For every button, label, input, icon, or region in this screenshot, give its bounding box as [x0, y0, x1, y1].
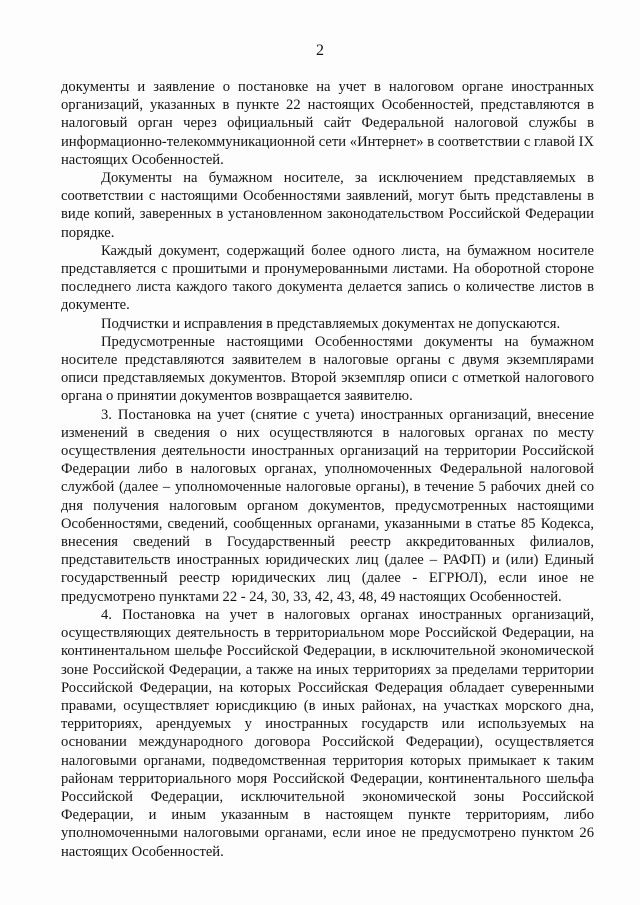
page-number: 2: [316, 42, 324, 59]
paragraph-inventory-copies: Предусмотренные настоящими Особенностями документы на бумажном носителе представляются заявителем в налоговые органы с двумя экземплярами описи представляемых документов. Второй экземпляр описи с отметкой налогового органа о принятии документов возвращается заявителю.: [61, 333, 594, 405]
paragraph-paper-documents: Документы на бумажном носителе, за исключением представляемых в соответствии с настоящими Особенностями заявлений, могут быть представлены в виде копий, заверенных в установленном законодательством Российской Федерации порядке.: [61, 170, 594, 241]
document-body: [61, 78, 594, 861]
paragraph-clause-3: 3. Постановка на учет (снятие с учета) иностранных организаций, внесение изменений в сведения о них осуществляются в налоговых органах по месту осуществления деятельности иностранных организаций на территории Российской Федерации либо в налоговых органах, уполномоченных Федеральной налоговой службой (далее – уполномоченные налоговые органы), в течение 5 рабочих дней со дня получения налоговым органом документов, предусмотренных настоящими Особенностями, сведений, сообщенных органами, указанными в статье 85 Кодекса, внесения сведений в Государственный реестр аккредитованных филиалов, представительств иностранных юридических лиц (далее – РАФП) и (или) Единый государственный реестр юридических лиц (далее - ЕГРЮЛ), если иное не предусмотрено пунктами 22 - 24, 30, 33, 42, 43, 48, 49 настоящих Особенностей.: [61, 406, 594, 605]
paragraph-continuation: документы и заявление о постановке на учет в налоговом органе иностранных организаций, указанных в пункте 22 настоящих Особенностей, представляются в налоговый орган через официальный сайт Федеральной налоговой службы в информационно-телекоммуникационной сети «Интернет» в соответствии с главой IX настоящих Особенностей.: [61, 79, 594, 168]
paragraph-multi-sheet-documents: Каждый документ, содержащий более одного листа, на бумажном носителе представляется с прошитыми и пронумерованными листами. На оборотной стороне последнего листа каждого такого документа делается запись о количестве листов в документе.: [61, 242, 594, 314]
paragraph-clause-4: 4. Постановка на учет в налоговых органах иностранных организаций, осуществляющих деятельность в территориальном море Российской Федерации, на континентальном шельфе Российской Федерации, в исключительной экономической зоне Российской Федерации, а также на иных территориях за пределами территории Российской Федерации, на которых Российская Федерация обладает суверенными правами, осуществляет юрисдикцию (в иных районах, на участках морского дна, территориях, арендуемых у иностранных государств или используемых на основании международного договора Российской Федерации), осуществляется налоговыми органами, подведомственная территория которых примыкает к таким районам территориального моря Российской Федерации, континентального шельфа Российской Федерации, исключительной экономической зоны Российской Федерации, и иным указанным в настоящем пункте территориям, либо уполномоченными налоговыми органами, если иное не предусмотрено пунктом 26 настоящих Особенностей.: [61, 606, 594, 860]
paragraph-no-corrections: Подчистки и исправления в представляемых документах не допускаются.: [101, 315, 561, 332]
